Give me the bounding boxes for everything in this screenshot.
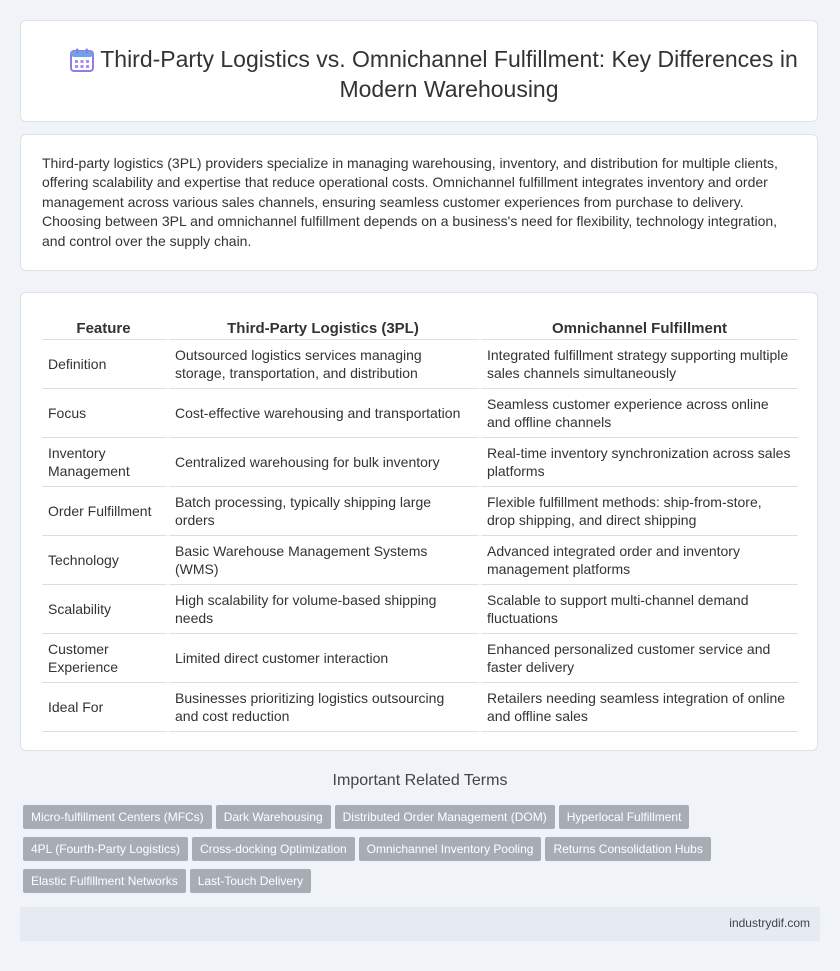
table-row xyxy=(42,683,798,732)
feature-cell: Technology xyxy=(42,536,169,585)
related-terms-title: Important Related Terms xyxy=(332,772,508,789)
related-term-tag[interactable]: Cross-docking Optimization xyxy=(192,837,355,861)
related-term-tag[interactable]: Micro-fulfillment Centers (MFCs) xyxy=(23,805,212,829)
omnichannel-cell: Seamless customer experience across online and offline channels xyxy=(481,389,798,438)
table-row xyxy=(42,634,798,683)
comparison-table xyxy=(42,315,798,732)
feature-cell: Definition xyxy=(42,340,169,389)
related-term-tag[interactable]: 4PL (Fourth-Party Logistics) xyxy=(23,837,188,861)
3pl-cell: Cost-effective warehousing and transportation xyxy=(169,389,481,438)
related-term-tag[interactable]: Elastic Fulfillment Networks xyxy=(23,869,186,893)
omnichannel-cell: Flexible fulfillment methods: ship-from-store, drop shipping, and direct shipping xyxy=(481,487,798,536)
omnichannel-cell: Real-time inventory synchronization across sales platforms xyxy=(481,438,798,487)
omnichannel-cell: Advanced integrated order and inventory management platforms xyxy=(481,536,798,585)
header-3pl: Third-Party Logistics (3PL) xyxy=(169,315,481,340)
3pl-cell: Batch processing, typically shipping large orders xyxy=(169,487,481,536)
header-feature: Feature xyxy=(42,315,169,340)
related-term-tag[interactable]: Returns Consolidation Hubs xyxy=(545,837,710,861)
table-row xyxy=(42,438,798,487)
omnichannel-cell: Integrated fulfillment strategy supporting multiple sales channels simultaneously xyxy=(481,340,798,389)
feature-cell: Scalability xyxy=(42,585,169,634)
footer-site-link[interactable]: industrydif.com xyxy=(729,916,810,930)
page-title: Third-Party Logistics vs. Omnichannel Fulfillment: Key Differences in Modern Warehousing xyxy=(100,46,798,102)
related-term-tag[interactable]: Distributed Order Management (DOM) xyxy=(335,805,555,829)
related-term-tag[interactable]: Last-Touch Delivery xyxy=(190,869,311,893)
intro-paragraph: Third-party logistics (3PL) providers specialize in managing warehousing, inventory, and distribution for multiple clients, offering scalability and expertise that reduce operational costs. Omnichannel fulfillment integrates inventory and order management across various sales channels, ensuring seamless customer experiences from purchase to delivery. Choosing between 3PL and omnichannel fulfillment depends on a business's need for flexibility, technology integration, and control over the supply chain. xyxy=(42,155,778,249)
intro-card xyxy=(20,134,818,271)
header-omnichannel: Omnichannel Fulfillment xyxy=(481,315,798,340)
related-term-tag[interactable]: Hyperlocal Fulfillment xyxy=(559,805,690,829)
table-row xyxy=(42,536,798,585)
feature-cell: Focus xyxy=(42,389,169,438)
comparison-card xyxy=(20,292,818,751)
table-row xyxy=(42,487,798,536)
related-terms-list xyxy=(23,805,813,901)
related-term-tag[interactable]: Dark Warehousing xyxy=(216,805,331,829)
footer xyxy=(20,907,820,941)
table-row xyxy=(42,340,798,389)
omnichannel-cell: Retailers needing seamless integration of online and offline sales xyxy=(481,683,798,732)
table-row xyxy=(42,389,798,438)
table-row xyxy=(42,585,798,634)
3pl-cell: Basic Warehouse Management Systems (WMS) xyxy=(169,536,481,585)
table-header-row xyxy=(42,315,798,340)
omnichannel-cell: Scalable to support multi-channel demand fluctuations xyxy=(481,585,798,634)
feature-cell: Order Fulfillment xyxy=(42,487,169,536)
3pl-cell: Limited direct customer interaction xyxy=(169,634,481,683)
feature-cell: Ideal For xyxy=(42,683,169,732)
3pl-cell: High scalability for volume-based shipping needs xyxy=(169,585,481,634)
omnichannel-cell: Enhanced personalized customer service and faster delivery xyxy=(481,634,798,683)
related-term-tag[interactable]: Omnichannel Inventory Pooling xyxy=(359,837,542,861)
feature-cell: Customer Experience xyxy=(42,634,169,683)
3pl-cell: Centralized warehousing for bulk inventory xyxy=(169,438,481,487)
header-card xyxy=(20,20,818,122)
3pl-cell: Businesses prioritizing logistics outsourcing and cost reduction xyxy=(169,683,481,732)
feature-cell: Inventory Management xyxy=(42,438,169,487)
3pl-cell: Outsourced logistics services managing storage, transportation, and distribution xyxy=(169,340,481,389)
